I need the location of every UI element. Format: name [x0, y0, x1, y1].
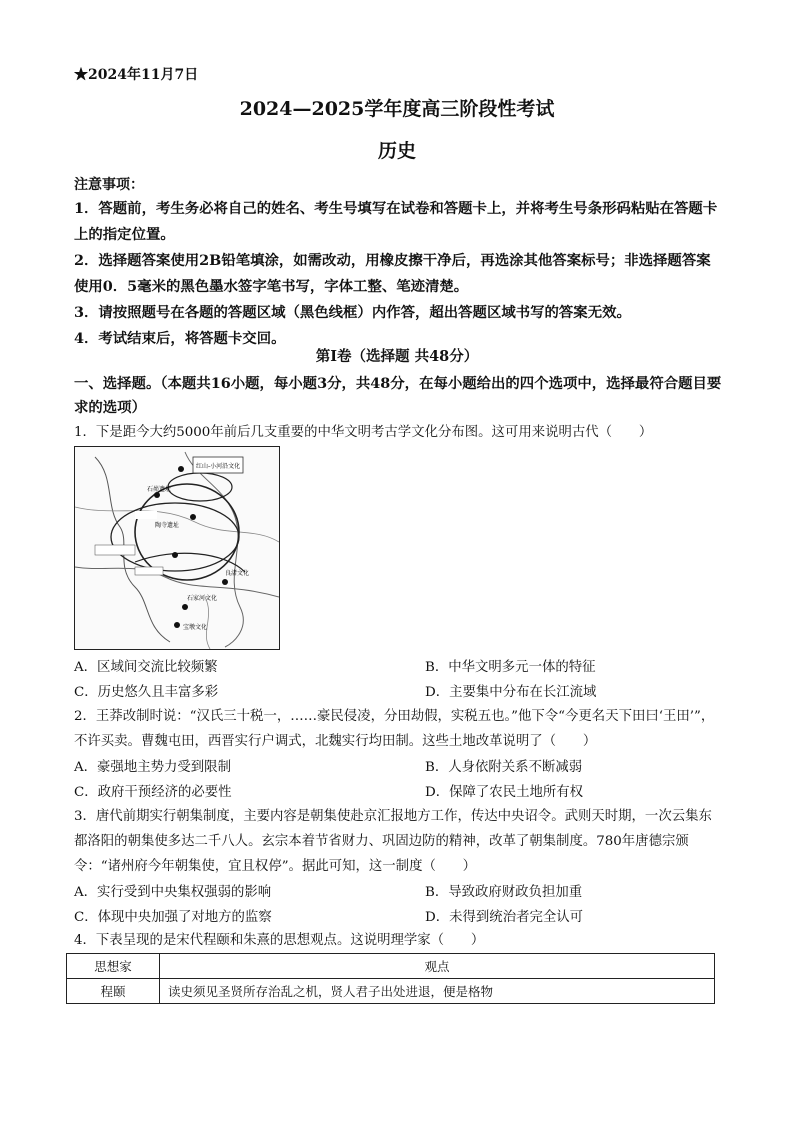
- table-header-cell: 思想家: [67, 954, 160, 979]
- notes-title: 注意事项：: [74, 177, 144, 193]
- map-label: 陶寺遗址: [155, 522, 180, 529]
- table-cell: 程颐: [67, 979, 160, 1004]
- map-label: 宝墩文化: [183, 624, 208, 631]
- question-1-stem: 1．下是距今大约5000年前后几支重要的中华文明考古学文化分布图。这可用来说明古代（ ）: [74, 425, 653, 440]
- culture-distribution-map: [75, 447, 279, 649]
- note-item: 2．选择题答案使用2B铅笔填涂，如需改动，用橡皮擦干净后，再选涂其他答案标号；非选择题答案使用0．5毫米的黑色墨水签字笔书写，字体工整、笔迹清楚。: [74, 252, 711, 295]
- q2-option-b[interactable]: B．人身依附关系不断减弱: [425, 760, 583, 775]
- table-row: [67, 979, 715, 1004]
- q1-option-d[interactable]: D．主要集中分布在长江流域: [425, 685, 597, 700]
- q1-option-a[interactable]: A．区域间交流比较频繁: [74, 660, 218, 675]
- question-4-stem: 4．下表呈现的是宋代程颐和朱熹的思想观点。这说明理学家（ ）: [74, 933, 485, 948]
- q2-option-c[interactable]: C．政府干预经济的必要性: [74, 785, 232, 800]
- note-item: 3．请按照题号在各题的答题区域（黑色线框）内作答，超出答题区域书写的答案无效。: [74, 304, 631, 321]
- q2-option-d[interactable]: D．保障了农民土地所有权: [425, 785, 584, 800]
- note-item: 4．考试结束后，将答题卡交回。: [74, 330, 286, 347]
- table-header-row: [67, 954, 715, 979]
- q2-option-a[interactable]: A．豪强地主势力受到限制: [74, 760, 231, 775]
- section-title: 第Ⅰ卷（选择题 共48分）: [315, 348, 479, 365]
- map-label: 石家河文化: [187, 595, 218, 602]
- q1-option-c[interactable]: C．历史悠久且丰富多彩: [74, 685, 219, 700]
- table-cell: 读史须见圣贤所存治乱之机，贤人君子出处进退，便是格物: [160, 979, 715, 1004]
- question-1-map: [74, 446, 280, 650]
- part-heading: 一、选择题。（本题共16小题，每小题3分，共48分，在每小题给出的四个选项中，选择最符合题目要求的选项）: [74, 375, 722, 416]
- question-2-stem: 2．王莽改制时说：“汉氏三十税一，……豪民侵凌，分田劫假，实税五也。”他下令“今更名天下田曰‘王田’”，不许买卖。曹魏屯田，西晋实行户调式，北魏实行均田制。这些土地改革说明了（ ）: [74, 709, 715, 749]
- q3-option-d[interactable]: D．未得到统治者完全认可: [425, 910, 584, 925]
- note-item: 1．答题前，考生务必将自己的姓名、考生号填写在试卷和答题卡上，并将考生号条形码粘贴在答题卡上的指定位置。: [74, 200, 718, 243]
- subject-title: 历史: [377, 140, 416, 162]
- q3-option-b[interactable]: B．导致政府财政负担加重: [425, 885, 583, 900]
- q4-table: [66, 953, 715, 1004]
- exam-date: ★2024年11月7日: [74, 67, 199, 83]
- q3-option-c[interactable]: C．体现中央加强了对地方的监察: [74, 910, 272, 925]
- map-label: 石峁遗址: [147, 486, 172, 493]
- map-label: 良渚文化: [225, 570, 250, 577]
- table-header-cell: 观点: [160, 954, 715, 979]
- exam-title: 2024—2025学年度高三阶段性考试: [239, 98, 555, 120]
- notes-list: [74, 196, 724, 352]
- q1-option-b[interactable]: B．中华文明多元一体的特征: [425, 660, 596, 675]
- map-label: 红山-小河沿文化: [196, 463, 241, 470]
- q3-option-a[interactable]: A．实行受到中央集权强弱的影响: [74, 885, 272, 900]
- question-3-stem: 3．唐代前期实行朝集制度，主要内容是朝集使赴京汇报地方工作，传达中央诏令。武则天时期，一次云集东都洛阳的朝集使多达二千八人。玄宗本着节省财力、巩固边防的精神，改革了朝集制度。780年唐德宗颁令：“诸州府今年朝集使，宜且权停”。据此可知，这一制度（ ）: [74, 809, 712, 874]
